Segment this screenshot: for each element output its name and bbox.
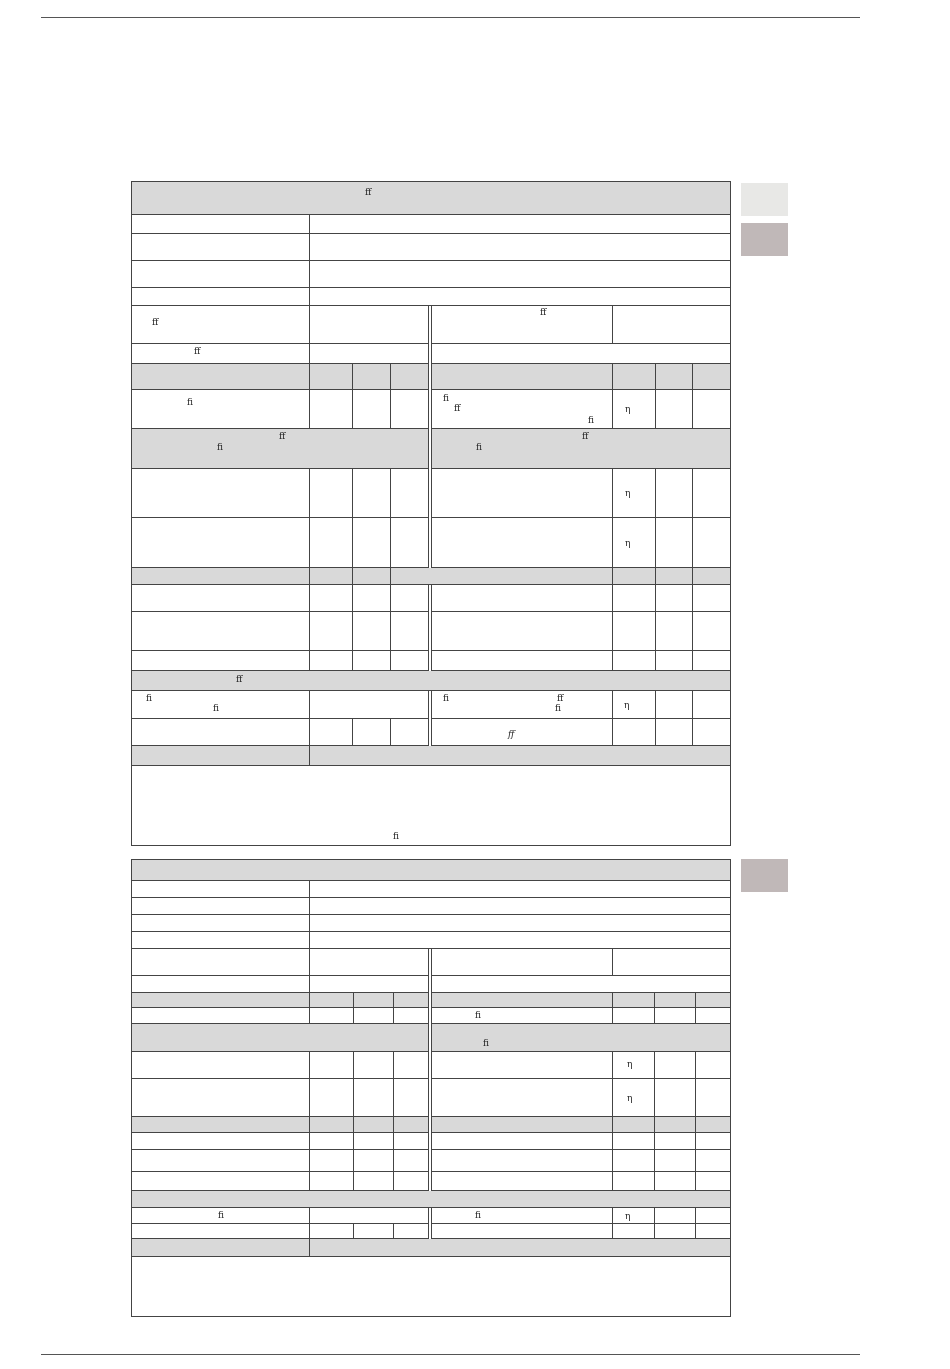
eta-glyph: η xyxy=(625,539,631,549)
double-divider xyxy=(428,691,432,746)
column-divider xyxy=(612,469,613,671)
ligature-glyph: ff xyxy=(365,188,372,198)
column-divider xyxy=(309,469,310,671)
ligature-glyph: ff xyxy=(540,308,547,318)
column-divider xyxy=(309,364,310,429)
ligature-glyph: fi xyxy=(475,1011,482,1021)
ligature-glyph: fi xyxy=(555,704,562,714)
column-divider xyxy=(695,1208,696,1239)
column-divider xyxy=(390,469,391,671)
column-divider xyxy=(352,469,353,671)
ligature-glyph: fi xyxy=(443,694,450,704)
column-divider xyxy=(654,1052,655,1191)
table-row xyxy=(132,881,730,898)
column-divider xyxy=(390,364,391,429)
table-row xyxy=(132,261,730,288)
column-divider xyxy=(309,1208,310,1257)
tab-mauve-2 xyxy=(741,859,788,892)
top-rule xyxy=(41,17,860,18)
form-table-1 xyxy=(131,181,731,846)
column-divider xyxy=(655,469,656,671)
column-divider xyxy=(309,215,310,364)
table-header xyxy=(132,860,730,881)
column-divider xyxy=(692,691,693,746)
eta-glyph: η xyxy=(627,1094,633,1104)
ligature-glyph: fi xyxy=(483,1039,490,1049)
ligature-glyph: fi xyxy=(476,443,483,453)
table-row xyxy=(132,288,730,306)
ligature-glyph: fi xyxy=(393,832,400,842)
ligature-glyph: ff xyxy=(152,318,159,328)
ligature-glyph: fi xyxy=(213,704,220,714)
eta-glyph: η xyxy=(625,489,631,499)
column-divider xyxy=(612,1208,613,1239)
eta-glyph: η xyxy=(625,1212,631,1222)
ligature-glyph: fi xyxy=(217,443,224,453)
ligature-glyph: ff xyxy=(582,432,589,442)
table-row xyxy=(132,234,730,261)
ligature-glyph: fi xyxy=(218,1211,225,1221)
eta-glyph: η xyxy=(627,1060,633,1070)
ligature-glyph: ff xyxy=(279,432,286,442)
ligature-glyph: fi xyxy=(443,394,450,404)
table-row xyxy=(132,915,730,932)
column-divider xyxy=(309,746,310,766)
column-divider xyxy=(353,1224,354,1239)
column-divider xyxy=(309,881,310,1024)
ligature-glyph: ff xyxy=(236,675,243,685)
column-divider xyxy=(692,469,693,671)
section-header xyxy=(132,1191,730,1208)
column-divider xyxy=(654,993,655,1024)
tab-mauve xyxy=(741,223,788,256)
ligature-glyph: fi xyxy=(588,416,595,426)
eta-glyph: η xyxy=(624,701,630,711)
column-divider xyxy=(695,1052,696,1191)
column-divider xyxy=(612,306,613,344)
table-row xyxy=(132,215,730,234)
tab-light xyxy=(741,183,788,216)
column-divider xyxy=(393,993,394,1024)
section-header xyxy=(132,1239,730,1257)
column-divider xyxy=(390,719,391,746)
eta-glyph: η xyxy=(625,405,631,415)
column-divider xyxy=(352,719,353,746)
column-divider xyxy=(692,364,693,429)
column-divider xyxy=(353,993,354,1024)
column-divider xyxy=(309,1052,310,1191)
bottom-rule xyxy=(41,1354,860,1355)
column-divider xyxy=(655,364,656,429)
ligature-glyph: ff xyxy=(194,347,201,357)
section-header xyxy=(132,568,730,585)
ligature-glyph: ff xyxy=(557,694,564,704)
column-divider xyxy=(612,364,613,429)
column-divider xyxy=(695,993,696,1024)
table-header xyxy=(132,182,730,215)
double-divider xyxy=(428,306,432,568)
table-row xyxy=(132,898,730,915)
column-divider xyxy=(393,1052,394,1191)
double-divider xyxy=(428,949,432,1191)
ligature-glyph: ff xyxy=(508,730,515,740)
column-divider xyxy=(654,1208,655,1239)
section-header xyxy=(132,671,730,691)
column-divider xyxy=(612,993,613,1024)
column-divider xyxy=(393,1224,394,1239)
ligature-glyph: fi xyxy=(187,398,194,408)
column-divider xyxy=(352,364,353,429)
column-divider xyxy=(612,1052,613,1191)
double-divider xyxy=(428,1208,432,1239)
double-divider xyxy=(428,585,432,671)
column-divider xyxy=(612,949,613,976)
ligature-glyph: fi xyxy=(475,1211,482,1221)
column-divider xyxy=(353,1052,354,1191)
column-divider xyxy=(655,691,656,746)
ligature-glyph: fi xyxy=(146,694,153,704)
form-table-2 xyxy=(131,859,731,1317)
table-row xyxy=(132,932,730,949)
column-divider xyxy=(612,691,613,746)
ligature-glyph: ff xyxy=(454,404,461,414)
section-header xyxy=(132,746,730,766)
